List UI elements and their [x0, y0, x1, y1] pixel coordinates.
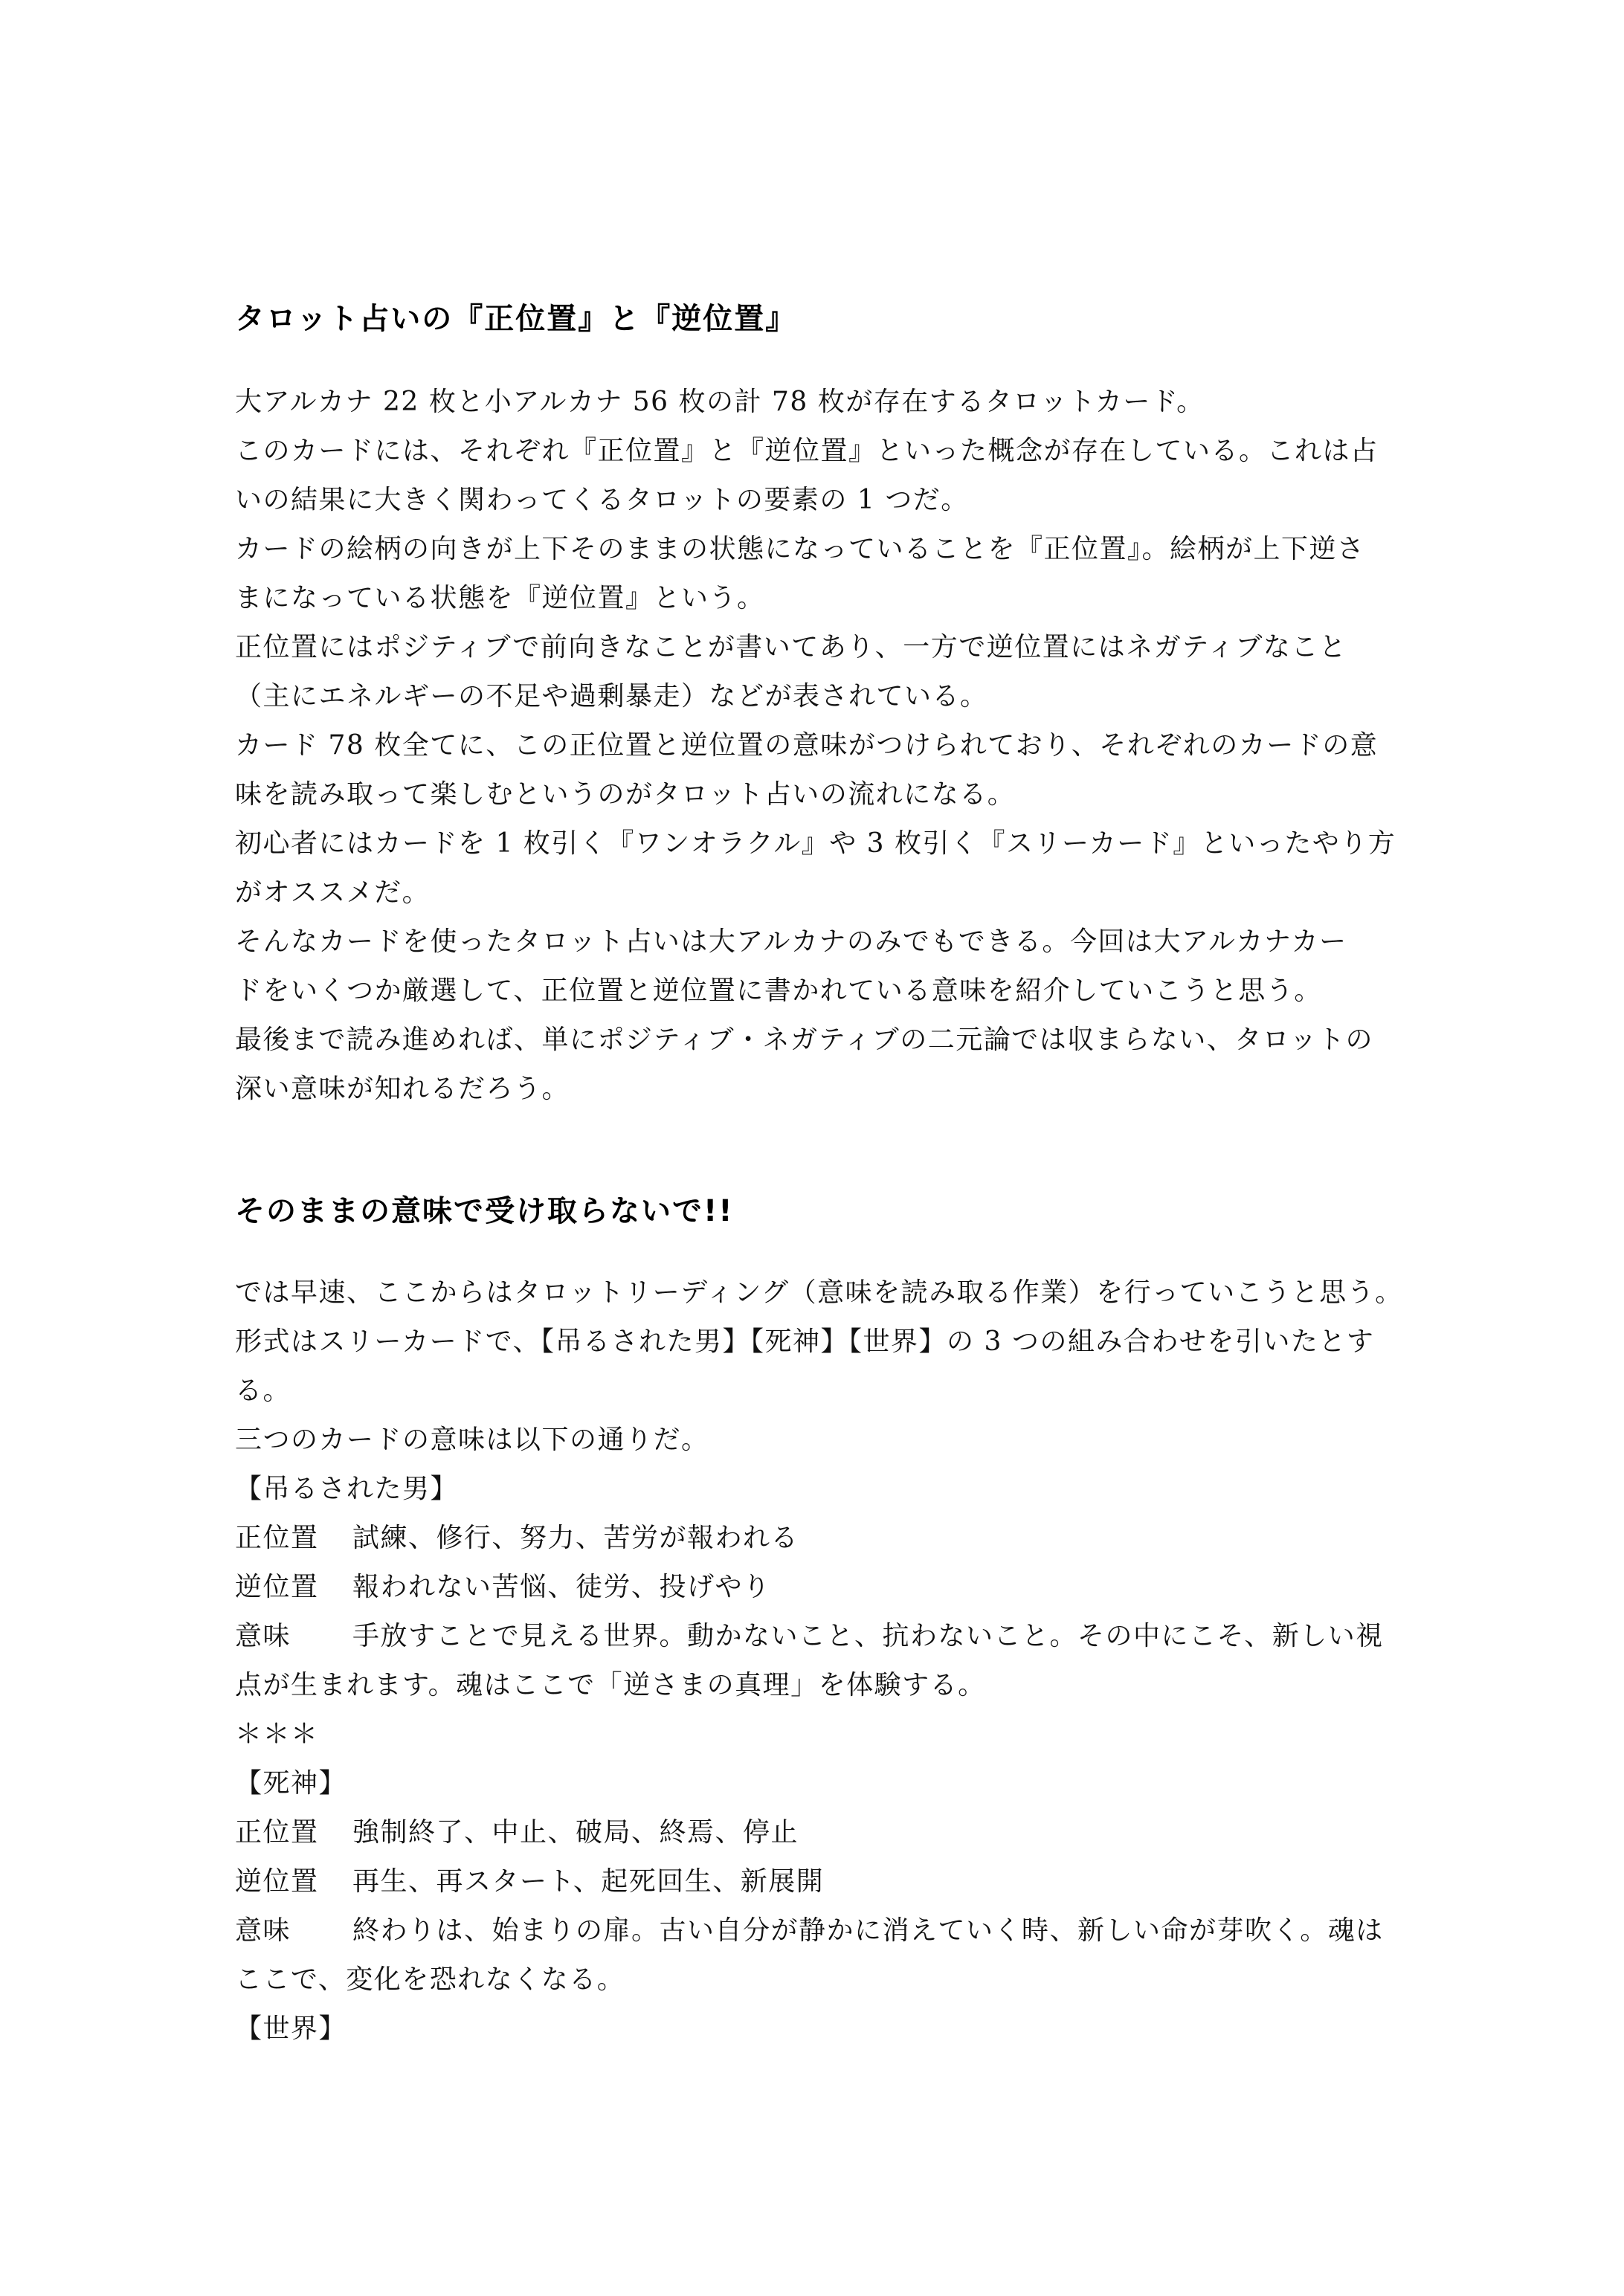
meaning-continued: 点が生まれます。魂はここで「逆さまの真理」を体験する。	[235, 1670, 986, 1700]
section-heading-dont-take-literally: そのままの意味で受け取らないで!!	[235, 1194, 734, 1228]
paragraph-line: カードの絵柄の向きが上下そのままの状態になっていることを『正位置』。絵柄が上下逆さ	[235, 534, 1365, 564]
paragraph-line: 三つのカードの意味は以下の通りだ。	[235, 1425, 709, 1455]
paragraph-line: このカードには、それぞれ『正位置』と『逆位置』といった概念が存在している。これは占	[235, 436, 1379, 466]
upright-value: 試練、修行、努力、苦労が報われる	[352, 1523, 799, 1553]
paragraph-line: 深い意味が知れるだろう。	[235, 1074, 570, 1104]
meaning-value: 終わりは、始まりの扉。古い自分が静かに消えていく時、新しい命が芽吹く。魂は	[352, 1915, 1384, 1946]
section-body-tarot-positions	[235, 378, 1417, 1114]
card-entry-hanged-man	[235, 1465, 1417, 1710]
meaning-continued: ここで、変化を恐れなくなる。	[235, 1964, 625, 1995]
paragraph-line: 最後まで読み進めれば、単にポジティブ・ネガティブの二元論では収まらない、タロットの	[235, 1025, 1374, 1055]
card-entry-death	[235, 1759, 1417, 2005]
paragraph-line: 初心者にはカードを 1 枚引く『ワンオラクル』や 3 枚引く『スリーカード』といったやり方	[235, 828, 1396, 859]
reversed-value: 再生、再スタート、起死回生、新展開	[352, 1866, 825, 1897]
upright-row	[235, 1808, 1417, 1857]
reversed-row	[235, 1563, 1417, 1612]
meaning-value: 手放すことで見える世界。動かないこと、抗わないこと。その中にこそ、新しい視	[352, 1621, 1384, 1651]
paragraph-line: （主にエネルギーの不足や過剰暴走）などが表されている。	[235, 681, 988, 712]
meaning-row	[235, 1612, 1417, 1661]
card-title: 【死神】	[235, 1768, 347, 1799]
upright-row	[235, 1514, 1417, 1563]
meaning-label: 意味	[235, 1621, 291, 1651]
paragraph-line: まになっている状態を『逆位置』という。	[235, 583, 765, 613]
paragraph-line: では早速、ここからはタロットリーディング（意味を読み取る作業）を行っていこうと思う。	[235, 1277, 1403, 1308]
upright-label: 正位置	[235, 1523, 319, 1553]
section-body-three-card-reading	[235, 1268, 1417, 2054]
paragraph-line: る。	[235, 1376, 291, 1406]
paragraph-line: 味を読み取って楽しむというのがタロット占いの流れになる。	[235, 779, 1016, 810]
paragraph-line: ドをいくつか厳選して、正位置と逆位置に書かれている意味を紹介していこうと思う。	[235, 976, 1322, 1006]
paragraph-line: カード 78 枚全てに、この正位置と逆位置の意味がつけられており、それぞれのカードの意	[235, 730, 1379, 761]
separator: ＊＊＊	[235, 1719, 319, 1750]
reversed-row	[235, 1857, 1417, 1906]
card-entry-world	[235, 2005, 1417, 2054]
paragraph-line: 正位置にはポジティブで前向きなことが書いてあり、一方で逆位置にはネガティブなこと	[235, 632, 1347, 662]
paragraph-line: がオススメだ。	[235, 877, 431, 908]
upright-label: 正位置	[235, 1817, 319, 1848]
paragraph-line: 形式はスリーカードで、【吊るされた男】【死神】【世界】の 3 つの組み合わせを引いたとす	[235, 1326, 1375, 1357]
paragraph-line: いの結果に大きく関わってくるタロットの要素の 1 つだ。	[235, 485, 969, 515]
paragraph-line: そんなカードを使ったタロット占いは大アルカナのみでもできる。今回は大アルカナカー	[235, 926, 1347, 957]
card-title: 【吊るされた男】	[235, 1474, 459, 1504]
paragraph-line: 大アルカナ 22 枚と小アルカナ 56 枚の計 78 枚が存在するタロットカード。	[235, 387, 1205, 417]
reversed-label: 逆位置	[235, 1866, 319, 1897]
section-heading-tarot-positions: タロット占いの『正位置』と『逆位置』	[235, 302, 797, 336]
card-title: 【世界】	[235, 2013, 347, 2044]
reversed-label: 逆位置	[235, 1572, 319, 1602]
meaning-row	[235, 1906, 1417, 1955]
upright-value: 強制終了、中止、破局、終焉、停止	[352, 1817, 799, 1848]
meaning-label: 意味	[235, 1915, 291, 1946]
reversed-value: 報われない苦悩、徒労、投げやり	[352, 1572, 771, 1602]
